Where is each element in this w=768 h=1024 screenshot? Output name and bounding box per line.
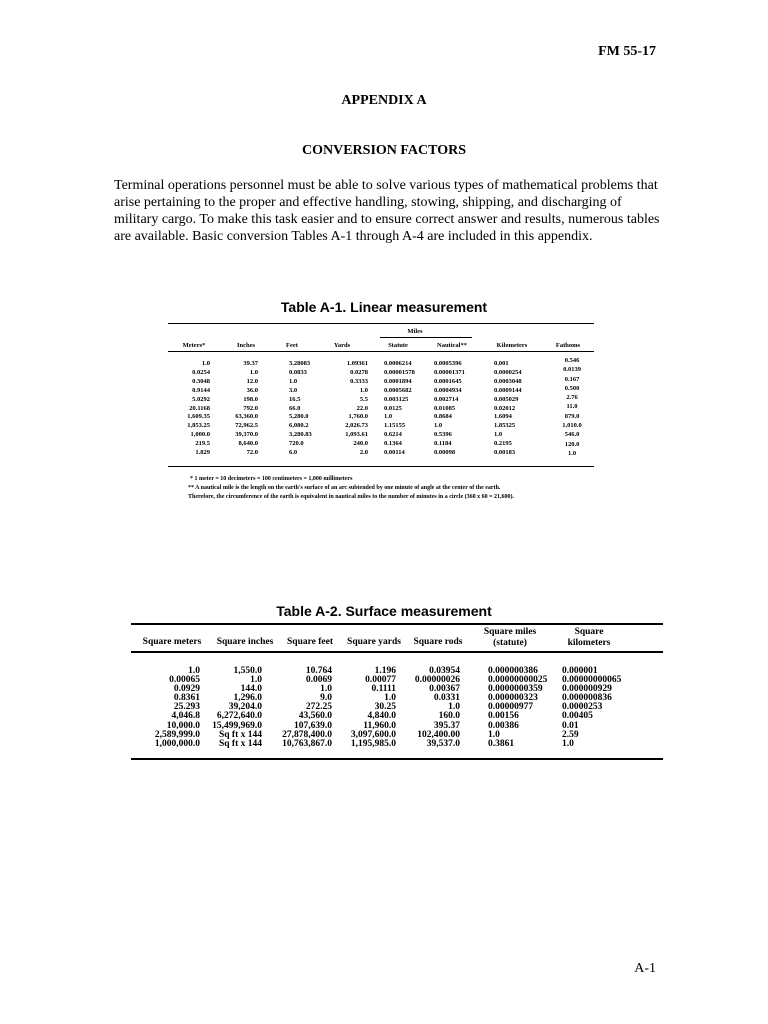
table-a2-cell: 160.0 — [438, 711, 460, 722]
table-a2-cell: 0.00000000065 — [562, 675, 622, 686]
table-a2-cell: 15,499,969.0 — [212, 720, 262, 731]
table-a2-header: Square yards — [347, 637, 401, 647]
table-a2-cell: 0.00386 — [488, 720, 519, 731]
table-a2-cell: 0.000000929 — [562, 684, 612, 695]
table-a1-cell: 0.00098 — [434, 449, 456, 457]
table-a2-header: Square feet — [287, 637, 333, 647]
table-a1-cell: 120.0 — [564, 440, 580, 448]
table-a2-header: Square inches — [216, 637, 274, 647]
table-a2-cell: 107,639.0 — [294, 720, 332, 731]
page-number: A-1 — [634, 961, 656, 976]
table-a2-cell: 395.37 — [433, 720, 460, 731]
table-a1-cell: 1,010.0 — [562, 422, 582, 430]
table-a1-cell: 0.2195 — [494, 440, 512, 448]
table-a2-cell: 0.00077 — [365, 675, 396, 686]
table-a1-cell: 0.9144 — [192, 386, 210, 394]
table-a2-cell: 10.764 — [305, 666, 332, 676]
table-a1-cell: 20.1168 — [189, 404, 210, 412]
table-a1-cell: 1,853.25 — [187, 422, 210, 430]
table-a2-cell: 1.196 — [374, 666, 396, 676]
table-a1-cell: 0.002714 — [434, 395, 459, 403]
table-a1-top-rule — [168, 323, 594, 324]
table-a2-cell: 39,204.0 — [228, 702, 262, 713]
table-a1-cell: 5,280.0 — [289, 413, 309, 421]
table-a2-column-square-feet — [270, 667, 332, 749]
table-a1-cell: 0.6214 — [384, 431, 402, 439]
table-a1-cell: 72.0 — [246, 449, 258, 457]
table-a1-cell: 0.0254 — [192, 368, 210, 376]
table-a2-cell: 102,400.00 — [417, 729, 460, 740]
table-a2-cell: 0.000000386 — [488, 666, 538, 676]
table-a2-cell: 1,000,000.0 — [154, 738, 200, 749]
table-a1-cell: 0.5396 — [434, 431, 452, 439]
table-a2-cell: 0.0000253 — [562, 702, 603, 713]
table-a1-cell: 72,962.5 — [235, 422, 258, 430]
table-a2-column-square-rods — [406, 667, 460, 749]
table-a1-cell: 0.0001894 — [384, 377, 412, 385]
table-a1-cell: 5.5 — [359, 395, 368, 403]
table-a1-column-inches — [214, 360, 258, 458]
table-a1-cell: 1.0 — [384, 413, 393, 421]
table-a1-cell: 1,093.61 — [345, 431, 368, 439]
table-a2-cell: 1.0 — [562, 738, 574, 749]
table-a2-column-square-miles — [488, 667, 558, 749]
table-a1-cell: 0.167 — [564, 375, 580, 383]
table-a2-cell: 1.0 — [448, 702, 460, 713]
table-a2-cell: 0.0331 — [433, 693, 460, 704]
table-a1-note: ** A nautical mile is the length on the earth's surface of an arc subtended by one minute of angle at the center of the earth. — [188, 485, 501, 491]
table-a2-column-square-yards — [340, 667, 396, 749]
table-a1-cell: 3.0 — [289, 386, 298, 394]
table-a2-bottom-rule — [131, 758, 663, 760]
table-a2-cell: 0.0000000359 — [488, 684, 543, 695]
table-a1-cell: 0.0125 — [384, 404, 402, 412]
table-a2-cell: 0.00000000025 — [488, 675, 548, 686]
table-a2-cell: 9.0 — [320, 693, 332, 704]
table-a1-cell: 0.0005682 — [384, 386, 412, 394]
table-a1-cell: 5.0292 — [192, 395, 210, 403]
table-a1-cell: 1.829 — [195, 449, 210, 457]
table-a2-cell: 27,878,400.0 — [282, 729, 332, 740]
table-a1-cell: 0.8684 — [434, 413, 452, 421]
table-a1-cell: 0.0003048 — [494, 377, 522, 385]
table-a1-cell: 0.02012 — [494, 404, 516, 412]
table-a1-cell: 0.0001645 — [434, 377, 462, 385]
table-a2-cell: 30.25 — [374, 702, 396, 713]
table-a2-cell: 1,296.0 — [233, 693, 262, 704]
table-a1-cell: 16.5 — [289, 395, 301, 403]
table-a1-bottom-rule — [168, 466, 594, 467]
table-a1-cell: 0.005029 — [494, 395, 519, 403]
table-a1-header: Inches — [236, 342, 256, 349]
table-a1-cell: 720.0 — [289, 440, 304, 448]
table-a2-cell: 0.00000977 — [488, 702, 534, 713]
table-a1-cell: 1.09361 — [346, 360, 368, 367]
table-a1-cell: 792.0 — [243, 404, 258, 412]
table-a2-column-square-meters — [130, 667, 200, 749]
table-a1-cell: 0.01085 — [434, 404, 456, 412]
table-a1-cell: 11.0 — [566, 403, 578, 411]
table-a1-cell: 0.0000254 — [494, 368, 522, 376]
table-a1-cell: 0.0004934 — [434, 386, 462, 394]
table-a1-cell: 0.003125 — [384, 395, 409, 403]
table-a1-header: Kilometers — [496, 342, 528, 349]
table-a2-cell: 272.25 — [305, 702, 332, 713]
table-a2-header: Square kilometers — [567, 627, 611, 648]
table-a2-cell: 4,840.0 — [367, 711, 396, 722]
table-a2-cell: 10,000.0 — [166, 720, 200, 731]
table-a2-cell: 43,560.0 — [298, 711, 332, 722]
table-a1-cell: 0.0005396 — [434, 360, 462, 367]
table-a1-cell: 3,280.83 — [289, 431, 312, 439]
table-a2-cell: 2.59 — [562, 729, 579, 740]
table-a2-cell: 0.00367 — [429, 684, 460, 695]
table-a1-cell: 0.500 — [564, 384, 580, 392]
table-a1-cell: 8,640.0 — [238, 440, 258, 448]
table-a1-cell: 6,080.2 — [289, 422, 309, 430]
table-a1-cell: 2.76 — [566, 394, 578, 402]
table-a1-cell: 12.0 — [246, 377, 258, 385]
table-a1-cell: 240.0 — [353, 440, 368, 448]
table-a1-cell: 1,609.35 — [187, 413, 210, 421]
table-a2-cell: 39,537.0 — [426, 738, 460, 749]
table-a2-cell: 1.0 — [188, 666, 200, 676]
table-a1-cell: 0.546 — [564, 357, 580, 364]
table-a2-cell: 10,763,867.0 — [282, 738, 332, 749]
table-a2-cell: 6,272,640.0 — [216, 711, 262, 722]
table-a1-cell: 1.0 — [359, 386, 368, 394]
table-a1-header: Meters* — [182, 342, 206, 349]
table-a2-cell: 0.000000836 — [562, 693, 612, 704]
table-a1-cell: 39,370.0 — [235, 431, 258, 439]
table-a2-column-square-kilometers — [562, 667, 636, 749]
table-a1-cell: 0.3333 — [350, 377, 368, 385]
table-a1-cell: 0.0278 — [350, 368, 368, 376]
table-a2-cell: 0.000000323 — [488, 693, 538, 704]
table-a1-cell: 22.0 — [356, 404, 368, 412]
table-a2-cell: 0.00156 — [488, 711, 519, 722]
table-a1-cell: 198.0 — [243, 395, 258, 403]
table-a1-header: Feet — [286, 342, 298, 349]
table-a1-header-rule — [168, 351, 594, 352]
table-a2-cell: 0.01 — [562, 720, 579, 731]
table-a1-cell: 2.0 — [359, 449, 368, 457]
table-a1-cell: 879.0 — [564, 412, 580, 420]
table-a2-cell: 0.3861 — [488, 738, 515, 749]
table-a1-cell: 0.1364 — [384, 440, 402, 448]
table-a1-column-nautical — [434, 360, 482, 458]
table-a1-cell: 3.28083 — [289, 360, 311, 367]
table-a2-cell: 2,589,999.0 — [154, 729, 200, 740]
table-a2-cell: 1.0 — [250, 675, 262, 686]
table-a2-cell: 3,097,600.0 — [350, 729, 396, 740]
table-a2-cell: Sq ft x 144 — [218, 729, 262, 740]
table-a2-cell: 0.00405 — [562, 711, 593, 722]
table-a1-header: Statute — [388, 342, 408, 349]
table-a2-cell: 1.0 — [320, 684, 332, 695]
table-a1-header: Fathoms — [555, 342, 581, 349]
table-a2-cell: 4,046.8 — [171, 711, 200, 722]
table-a1-cell: 66.0 — [289, 404, 301, 412]
table-a1-cell: 1.0 — [201, 360, 210, 367]
table-a1-cell: 0.001 — [494, 360, 509, 367]
table-a2-cell: Sq ft x 144 — [218, 738, 262, 749]
table-a1-cell: 1.0 — [289, 377, 298, 385]
table-a1-column-yards — [322, 360, 368, 458]
table-a2-cell: 0.00065 — [169, 675, 200, 686]
table-a1-cell: 36.0 — [246, 386, 258, 394]
table-a1-cell: 546.0 — [564, 431, 580, 439]
table-a1-cell: 1.0 — [494, 431, 503, 439]
table-a2-cell: 144.0 — [240, 684, 262, 695]
table-a1-cell: 39.37 — [243, 360, 258, 367]
document-id: FM 55-17 — [598, 44, 656, 59]
table-a1-cell: 1.0 — [434, 422, 443, 430]
table-a1-cell: 0.0833 — [289, 368, 307, 376]
table-a1-column-kilometers — [494, 360, 538, 458]
table-a2-header-rule — [131, 651, 663, 653]
table-a1-column-fathoms — [552, 356, 592, 458]
table-a2-cell: 0.1111 — [371, 684, 396, 695]
table-a2-cell: 25.293 — [173, 702, 200, 713]
table-a2-header: Square miles (statute) — [483, 627, 537, 648]
table-a1-cell: 0.3048 — [192, 377, 210, 385]
table-a2-column-square-inches — [200, 667, 262, 749]
table-a1-cell: 0.00114 — [384, 449, 405, 457]
table-a1-column-statute — [384, 360, 432, 458]
table-a2-cell: 1.0 — [488, 729, 500, 740]
table-a2-cell: 0.8361 — [173, 693, 200, 704]
table-a1-title: Table A-1. Linear measurement — [280, 299, 488, 315]
table-a1-cell: 1.6094 — [494, 413, 512, 421]
table-a1-cell: 0.0139 — [563, 366, 581, 374]
table-a2-header: Square rods — [413, 637, 463, 647]
table-a2-cell: 0.03954 — [429, 666, 460, 676]
table-a2-cell: 1.0 — [384, 693, 396, 704]
table-a1-cell: 6.0 — [289, 449, 298, 457]
table-a1-cell: 1.0 — [249, 368, 258, 376]
table-a1-cell: 63,360.0 — [235, 413, 258, 421]
appendix-title: APPENDIX A — [341, 93, 427, 108]
table-a1-header: Nautical** — [437, 342, 467, 349]
table-a2-cell: 0.0069 — [305, 675, 332, 686]
table-a1-cell: 1.0 — [567, 449, 577, 457]
table-a1-cell: 0.0006214 — [384, 360, 412, 367]
table-a1-cell: 0.00001578 — [384, 368, 415, 376]
table-a1-cell: 219.5 — [195, 440, 210, 448]
table-a1-cell: 2,026.73 — [345, 422, 368, 430]
table-a2-cell: 0.0929 — [173, 684, 200, 695]
table-a2-cell: 11,960.0 — [363, 720, 396, 731]
table-a1-column-meters — [160, 360, 210, 458]
table-a2-top-rule — [131, 623, 663, 625]
table-a1-cell: 0.0009144 — [494, 386, 522, 394]
table-a1-cell: 0.00183 — [494, 449, 516, 457]
table-a1-group-header: Miles — [407, 328, 423, 335]
table-a1-cell: 1.85325 — [494, 422, 516, 430]
table-a2-header: Square meters — [142, 637, 202, 647]
intro-paragraph: Terminal operations personnel must be able to solve various types of mathematical problems that arise pertaining to the proper and effective handling, stowing, shipping, and discharging of military cargo. To make this task easier and to ensure correct answer and results, numerous tables are available. Basic conversion Tables A-1 through A-4 are included in this appendix. — [114, 178, 660, 244]
table-a2-cell: 1,195,985.0 — [350, 738, 396, 749]
table-a1-note: Therefore, the circumference of the earth is equivalent in nautical miles to the number of minutes in a circle (360 x 60 = 21,600). — [188, 494, 515, 500]
table-a1-group-rule — [380, 337, 472, 338]
table-a1-cell: 1.15155 — [384, 422, 406, 430]
table-a1-cell: 0.00001371 — [434, 368, 465, 376]
table-a1-cell: 0.1184 — [434, 440, 452, 448]
table-a2-title: Table A-2. Surface measurement — [276, 603, 492, 619]
table-a2-cell: 1,550.0 — [233, 666, 262, 676]
table-a2-cell: 0.00000026 — [414, 675, 460, 686]
table-a1-note: * 1 meter = 10 decimeters = 100 centimeters = 1,000 millimeters — [190, 476, 353, 482]
table-a2-cell: 0.000001 — [562, 666, 598, 676]
table-a1-header: Yards — [333, 342, 351, 349]
table-a1-cell: 1,760.0 — [348, 413, 368, 421]
table-a1-cell: 1,000.0 — [190, 431, 210, 439]
section-title: CONVERSION FACTORS — [301, 143, 466, 158]
